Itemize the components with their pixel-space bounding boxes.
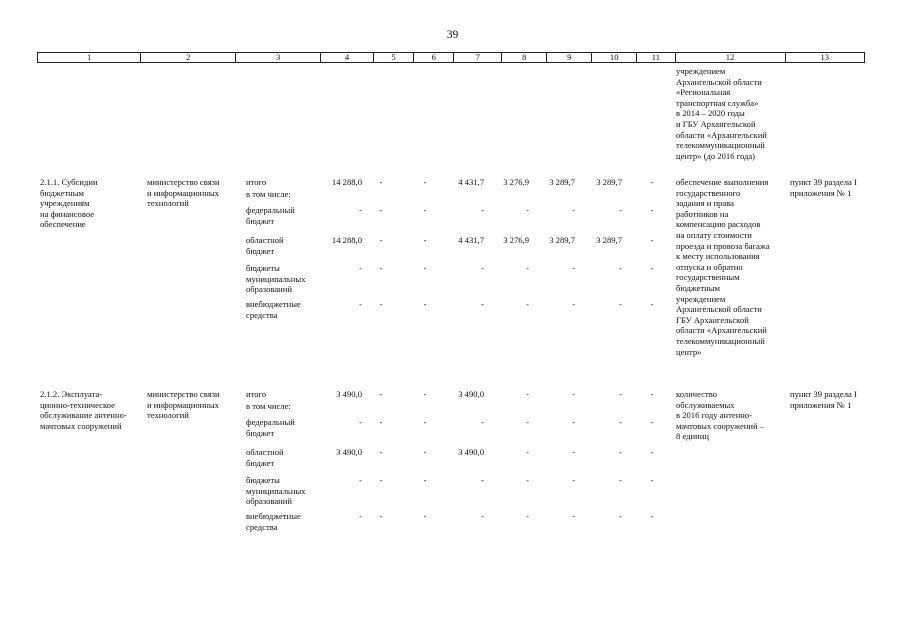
header-col-1: 1 (38, 53, 141, 62)
value-cell: - (359, 263, 362, 273)
value-cell: - (379, 389, 383, 399)
value-cell: - (650, 389, 654, 399)
header-col-11: 11 (637, 53, 675, 62)
value-cell: - (650, 475, 654, 485)
value-cell: 14 288,0 (331, 177, 362, 187)
funding-source-label: в том числе: (246, 189, 291, 199)
value-cell: 3 289,7 (596, 177, 622, 187)
value-cell: - (650, 511, 654, 521)
value-cell: - (619, 447, 622, 457)
funding-source-label: федеральный бюджет (246, 205, 295, 226)
expected-result: количество обслуживаемых в 2016 году антенно- мачтовых сооружений – 8 единиц (676, 389, 765, 442)
value-cell: - (526, 417, 529, 427)
value-cell: - (650, 235, 654, 245)
value-cell: - (379, 177, 383, 187)
value-cell: - (379, 475, 383, 485)
value-cell: - (481, 205, 484, 215)
value-cell: - (572, 205, 575, 215)
header-col-10: 10 (592, 53, 637, 62)
value-cell: - (619, 205, 622, 215)
funding-source-label: бюджеты муниципальных образований (246, 475, 306, 507)
value-cell: 3 289,7 (596, 235, 622, 245)
value-cell: - (650, 263, 654, 273)
funding-source-label: в том числе: (246, 401, 291, 411)
value-cell: - (526, 299, 529, 309)
value-cell: - (526, 263, 529, 273)
value-cell: - (619, 389, 622, 399)
value-cell: 3 276,9 (503, 177, 529, 187)
header-col-7: 7 (454, 53, 502, 62)
value-cell: - (526, 389, 529, 399)
value-cell: - (619, 299, 622, 309)
continuation-text: учреждением Архангельской области «Региональная транспортная служба» в 2014 – 2020 годы и ГБУ Архангельской области «Архангельский телекоммуникационный центр» (до 2016 года) (676, 66, 767, 161)
value-cell: - (572, 263, 575, 273)
value-cell: - (359, 417, 362, 427)
funding-source-label: внебюджетные средства (246, 299, 301, 320)
value-cell: - (572, 299, 575, 309)
value-cell: - (423, 299, 427, 309)
measure-name: 2.1.2. Эксплуата- ционно-техническое обслуживание антенно- мачтовых сооружений (40, 389, 127, 431)
header-col-5: 5 (374, 53, 414, 62)
value-cell: - (619, 417, 622, 427)
value-cell: - (423, 447, 427, 457)
value-cell: 3 289,7 (549, 235, 575, 245)
funding-source-label: бюджеты муниципальных образований (246, 263, 306, 295)
measure-name: 2.1.1. Субсидии бюджетным учреждениям на финансовое обеспечение (40, 177, 98, 230)
value-cell: - (423, 475, 427, 485)
value-cell: - (423, 177, 427, 187)
value-cell: - (526, 447, 529, 457)
value-cell: - (650, 177, 654, 187)
value-cell: - (379, 417, 383, 427)
value-cell: - (481, 511, 484, 521)
value-cell: - (650, 417, 654, 427)
value-cell: - (650, 205, 654, 215)
value-cell: - (379, 299, 383, 309)
funding-source-label: областной бюджет (246, 447, 284, 468)
reference: пункт 39 раздела I приложения № 1 (790, 177, 857, 198)
value-cell: - (572, 389, 575, 399)
value-cell: - (359, 475, 362, 485)
value-cell: - (379, 235, 383, 245)
value-cell: - (526, 475, 529, 485)
value-cell: - (423, 511, 427, 521)
value-cell: - (423, 417, 427, 427)
value-cell: - (650, 299, 654, 309)
reference: пункт 39 раздела I приложения № 1 (790, 389, 857, 410)
value-cell: - (481, 417, 484, 427)
header-col-12: 12 (676, 53, 786, 62)
value-cell: - (359, 511, 362, 521)
header-col-8: 8 (502, 53, 547, 62)
value-cell: - (481, 475, 484, 485)
funding-source-label: областной бюджет (246, 235, 284, 256)
value-cell: - (650, 447, 654, 457)
value-cell: - (481, 263, 484, 273)
header-col-3: 3 (236, 53, 321, 62)
value-cell: 3 490,0 (458, 447, 484, 457)
value-cell: 14 288,0 (331, 235, 362, 245)
value-cell: - (619, 263, 622, 273)
value-cell: 3 490,0 (336, 447, 362, 457)
funding-source-label: итого (246, 389, 267, 399)
executor: министерство связи и информационных технологий (147, 177, 220, 209)
value-cell: - (481, 299, 484, 309)
value-cell: 4 431,7 (458, 177, 484, 187)
value-cell: 4 431,7 (458, 235, 484, 245)
value-cell: - (572, 475, 575, 485)
value-cell: - (526, 205, 529, 215)
value-cell: 3 276,9 (503, 235, 529, 245)
header-col-6: 6 (414, 53, 454, 62)
value-cell: - (572, 511, 575, 521)
value-cell: - (379, 205, 383, 215)
value-cell: - (359, 299, 362, 309)
header-col-9: 9 (547, 53, 592, 62)
value-cell: 3 490,0 (458, 389, 484, 399)
value-cell: - (572, 417, 575, 427)
funding-source-label: федеральный бюджет (246, 417, 295, 438)
page-number: 39 (446, 29, 459, 41)
value-cell: - (423, 389, 427, 399)
funding-source-label: итого (246, 177, 267, 187)
table-header (37, 52, 865, 63)
header-col-2: 2 (141, 53, 236, 62)
value-cell: - (379, 447, 383, 457)
value-cell: - (572, 447, 575, 457)
header-col-4: 4 (321, 53, 374, 62)
executor: министерство связи и информационных технологий (147, 389, 220, 421)
value-cell: 3 490,0 (336, 389, 362, 399)
value-cell: - (423, 263, 427, 273)
value-cell: - (423, 205, 427, 215)
value-cell: - (526, 511, 529, 521)
value-cell: 3 289,7 (549, 177, 575, 187)
value-cell: - (619, 511, 622, 521)
value-cell: - (619, 475, 622, 485)
value-cell: - (379, 263, 383, 273)
header-col-13: 13 (820, 52, 830, 62)
value-cell: - (379, 511, 383, 521)
value-cell: - (423, 235, 427, 245)
expected-result: обеспечение выполнения государственного задания и права работников на компенсацию расходов на оплату стоимости проезда и провоза багажа к месту использования отпуска и обратно государственным бюджетным учреждением Архангельской области ГБУ Архангельской области «Архангельский телекоммуникационный центр» (676, 177, 770, 357)
value-cell: - (359, 205, 362, 215)
funding-source-label: внебюджетные средства (246, 511, 301, 532)
